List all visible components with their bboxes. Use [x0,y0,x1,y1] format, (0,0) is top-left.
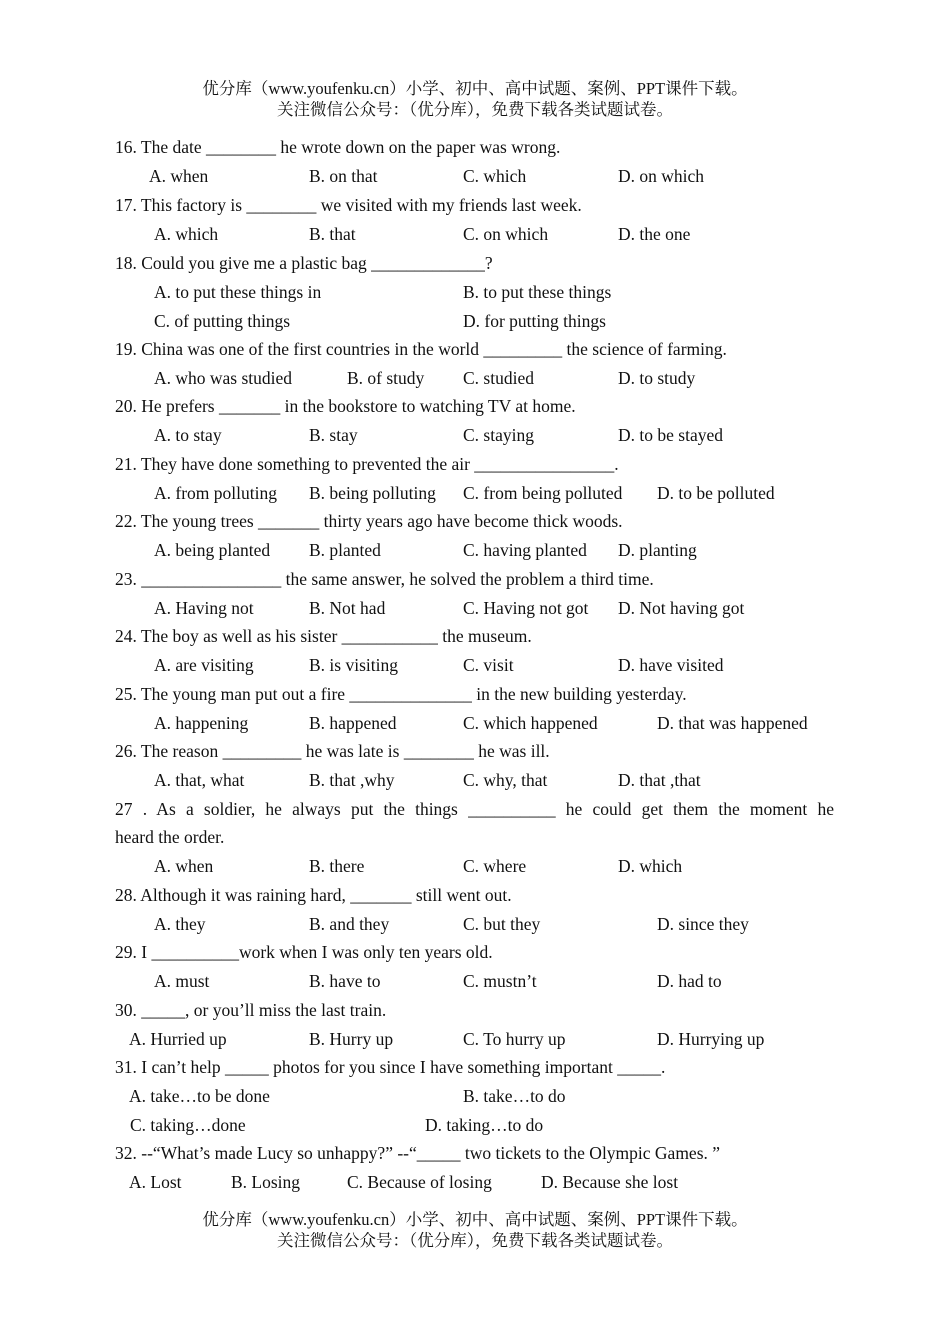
question-25-option-d: D. that was happened [657,713,808,733]
question-20-option-c: C. staying [463,425,534,445]
question-25-option-b: B. happened [309,713,397,733]
question-31-option-c: C. taking…done [130,1115,246,1135]
question-26-option-b: B. that ,why [309,770,395,790]
question-24-option-c: C. visit [463,655,514,675]
question-28-option-d: D. since they [657,914,749,934]
question-28-stem: 28. Although it was raining hard, _______ still went out. [115,885,512,905]
question-25-option-a: A. happening [154,713,249,733]
question-28-option-c: C. but they [463,914,541,934]
question-18-option-d: D. for putting things [463,311,606,331]
question-21-option-d: D. to be polluted [657,483,775,503]
question-19-option-c: C. studied [463,368,534,388]
question-16-option-b: B. on that [309,166,378,186]
question-30-option-c: C. To hurry up [463,1029,566,1049]
question-16-option-c: C. which [463,166,527,186]
question-17-option-a: A. which [154,224,219,244]
question-17-option-b: B. that [309,224,356,244]
question-31-option-a: A. take…to be done [129,1086,270,1106]
question-32-option-c: C. Because of losing [347,1172,492,1192]
question-26-option-a: A. that, what [154,770,245,790]
question-17-option-d: D. the one [618,224,691,244]
question-18-option-a: A. to put these things in [154,282,322,302]
question-29-option-c: C. mustn’t [463,971,537,991]
footer-line-1: 优分库（www.youfenku.cn）小学、初中、高中试题、案例、PPT课件下载。 [202,1210,748,1229]
question-32-stem: 32. --“What’s made Lucy so unhappy?” --“_____ two tickets to the Olympic Games. ” [115,1143,721,1163]
question-20-option-b: B. stay [309,425,358,445]
question-19-option-b: B. of study [347,368,425,388]
question-23-option-c: C. Having not got [463,598,589,618]
question-23-stem: 23. ________________ the same answer, he solved the problem a third time. [115,569,654,589]
question-23-option-a: A. Having not [154,598,254,618]
question-24-option-d: D. have visited [618,655,724,675]
question-29-option-b: B. have to [309,971,381,991]
question-21-stem: 21. They have done something to prevented the air ________________. [115,454,619,474]
question-19-stem: 19. China was one of the first countries in the world _________ the science of farming. [115,339,727,359]
question-22-option-c: C. having planted [463,540,587,560]
question-28-option-a: A. they [154,914,206,934]
question-23-option-d: D. Not having got [618,598,745,618]
question-22-stem: 22. The young trees _______ thirty years ago have become thick woods. [115,511,623,531]
question-21-option-a: A. from polluting [154,483,277,503]
footer-line-2: 关注微信公众号：（优分库），免费下载各类试题试卷。 [277,1231,673,1250]
question-30-option-b: B. Hurry up [309,1029,394,1049]
question-24-option-b: B. is visiting [309,655,398,675]
question-27-option-b: B. there [309,856,365,876]
question-29-stem: 29. I __________work when I was only ten years old. [115,942,493,962]
question-20-stem: 20. He prefers _______ in the bookstore to watching TV at home. [115,396,576,416]
question-32-option-d: D. Because she lost [541,1172,679,1192]
question-29-option-d: D. had to [657,971,722,991]
question-31-stem: 31. I can’t help _____ photos for you since I have something important _____. [115,1057,666,1077]
question-27-option-c: C. where [463,856,527,876]
question-20-option-a: A. to stay [154,425,222,445]
question-26-option-c: C. why, that [463,770,548,790]
question-21-option-b: B. being polluting [309,483,436,503]
question-31-option-d: D. taking…to do [425,1115,544,1135]
header-line-2: 关注微信公众号：（优分库），免费下载各类试题试卷。 [277,100,673,119]
question-17-stem: 17. This factory is ________ we visited with my friends last week. [115,195,582,215]
question-30-option-d: D. Hurrying up [657,1029,765,1049]
question-22-option-a: A. being planted [154,540,271,560]
question-16-option-a: A. when [149,166,209,186]
question-24-stem: 24. The boy as well as his sister ___________ the museum. [115,626,532,646]
question-31-option-b: B. take…to do [463,1086,566,1106]
question-22-option-d: D. planting [618,540,697,560]
question-27-option-a: A. when [154,856,214,876]
question-30-stem: 30. _____, or you’ll miss the last train. [115,1000,387,1020]
question-26-option-d: D. that ,that [618,770,701,790]
question-32-option-b: B. Losing [231,1172,301,1192]
question-25-stem: 25. The young man put out a fire ______________ in the new building yesterday. [115,684,687,704]
question-27-stem-line-2: heard the order. [115,827,225,847]
header-line-1: 优分库（www.youfenku.cn）小学、初中、高中试题、案例、PPT课件下载。 [202,79,748,98]
question-19-option-a: A. who was studied [154,368,293,388]
question-18-stem: 18. Could you give me a plastic bag _____________? [115,253,493,273]
question-25-option-c: C. which happened [463,713,598,733]
question-28-option-b: B. and they [309,914,390,934]
question-23-option-b: B. Not had [309,598,386,618]
question-19-option-d: D. to study [618,368,696,388]
question-21-option-c: C. from being polluted [463,483,623,503]
question-18-option-c: C. of putting things [154,311,291,331]
question-26-stem: 26. The reason _________ he was late is ________ he was ill. [115,741,550,761]
question-30-option-a: A. Hurried up [129,1029,227,1049]
question-27-option-d: D. which [618,856,683,876]
question-22-option-b: B. planted [309,540,381,560]
question-29-option-a: A. must [154,971,210,991]
question-24-option-a: A. are visiting [154,655,254,675]
question-16-stem: 16. The date ________ he wrote down on the paper was wrong. [115,137,561,157]
question-17-option-c: C. on which [463,224,549,244]
question-18-option-b: B. to put these things [463,282,612,302]
question-16-option-d: D. on which [618,166,705,186]
question-32-option-a: A. Lost [129,1172,182,1192]
question-20-option-d: D. to be stayed [618,425,723,445]
question-27-stem-line-1: 27 . As a soldier, he always put the things __________ he could get them the moment he [115,799,834,819]
